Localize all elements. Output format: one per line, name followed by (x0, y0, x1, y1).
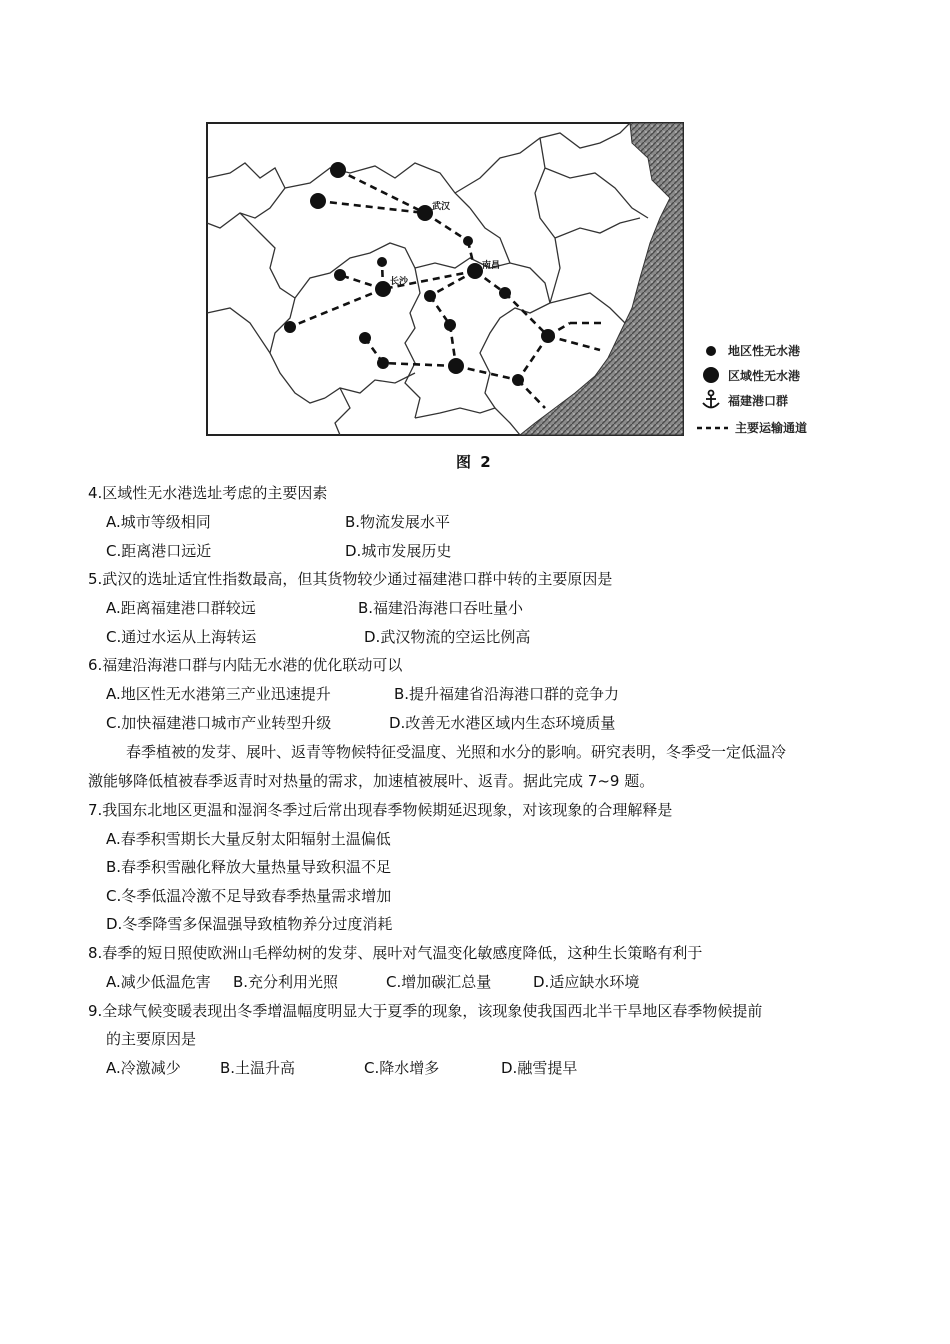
question-4-option-c: C.距离港口远近 (106, 542, 212, 560)
regional-port-dot (310, 193, 326, 209)
question-7-option-d: D.冬季降雪多保温强导致植物养分过度消耗 (106, 915, 393, 933)
question-9-option-c: C.降水增多 (364, 1059, 440, 1077)
local-port-dot (512, 374, 524, 386)
regional-port-dot-wuhan (417, 205, 433, 221)
question-8-option-a: A.减少低温危害 (106, 973, 211, 991)
question-6-option-b: B.提升福建省沿海港口群的竞争力 (394, 685, 620, 703)
question-8-option-c: C.增加碳汇总量 (386, 973, 492, 991)
local-port-dot (499, 287, 511, 299)
question-6-option-d: D.改善无水港区域内生态环境质量 (389, 714, 616, 732)
city-label-nanchang: 南昌 (482, 261, 501, 271)
legend-anchor-icon (703, 391, 719, 408)
legend-small-dot-icon (706, 346, 716, 356)
passage-line-2: 激能够降低植被春季返青时对热量的需求，加速植被展叶、返青。据此完成 7~9 题。 (88, 772, 655, 790)
city-label-changsha: 长沙 (390, 277, 409, 287)
local-port-dot (463, 236, 473, 246)
question-6-stem: 6.福建沿海港口群与内陆无水港的优化联动可以 (88, 656, 403, 674)
regional-port-dot (448, 358, 464, 374)
local-port-dot (377, 257, 387, 267)
city-label-wuhan: 武汉 (432, 202, 451, 212)
question-7-option-c: C.冬季低温冷激不足导致春季热量需求增加 (106, 887, 392, 905)
legend-label-transport-corridor: 主要运输通道 (735, 421, 808, 435)
question-5-option-b: B.福建沿海港口吞吐量小 (358, 599, 524, 617)
question-5-option-c: C.通过水运从上海转运 (106, 628, 257, 646)
local-port-dot (359, 332, 371, 344)
question-7-option-b: B.春季积雪融化释放大量热量导致积温不足 (106, 858, 392, 876)
question-4-option-b: B.物流发展水平 (345, 513, 451, 531)
transport-map-figure (200, 118, 850, 440)
legend-label-local-port: 地区性无水港 (728, 344, 801, 358)
question-8-option-d: D.适应缺水环境 (533, 973, 640, 991)
regional-port-dot-changsha (375, 281, 391, 297)
question-4-option-d: D.城市发展历史 (345, 542, 452, 560)
question-6-option-a: A.地区性无水港第三产业迅速提升 (106, 685, 331, 703)
question-5-option-d: D.武汉物流的空运比例高 (364, 628, 531, 646)
question-4-option-a: A.城市等级相同 (106, 513, 211, 531)
question-4-stem: 4.区域性无水港选址考虑的主要因素 (88, 484, 328, 502)
question-5-option-a: A.距离福建港口群较远 (106, 599, 256, 617)
local-port-dot (444, 319, 456, 331)
legend-label-fujian-ports: 福建港口群 (728, 394, 789, 408)
question-9-option-a: A.冷激减少 (106, 1059, 181, 1077)
question-9-stem-line-1: 9.全球气候变暖表现出冬季增温幅度明显大于夏季的现象，该现象使我国西北半干旱地区春季物候提前 (88, 1002, 763, 1020)
legend-symbols (697, 346, 728, 428)
regional-port-dot-nanchang (467, 263, 483, 279)
question-5-stem: 5.武汉的选址适宜性指数最高，但其货物较少通过福建港口群中转的主要原因是 (88, 570, 613, 588)
local-port-dot (334, 269, 346, 281)
regional-port-dot (541, 329, 555, 343)
local-port-dot (284, 321, 296, 333)
figure-caption: 图 2 (456, 453, 493, 471)
question-9-option-b: B.土温升高 (220, 1059, 296, 1077)
question-7-option-a: A.春季积雪期长大量反射太阳辐射土温偏低 (106, 830, 391, 848)
question-6-option-c: C.加快福建港口城市产业转型升级 (106, 714, 332, 732)
legend-large-dot-icon (703, 367, 719, 383)
local-port-dot (377, 357, 389, 369)
question-9-stem-line-2: 的主要原因是 (106, 1030, 197, 1048)
question-9-option-d: D.融雪提早 (501, 1059, 578, 1077)
question-8-stem: 8.春季的短日照使欧洲山毛榉幼树的发芽、展叶对气温变化敏感度降低，这种生长策略有利于 (88, 944, 703, 962)
question-7-stem: 7.我国东北地区更温和湿润冬季过后常出现春季物候期延迟现象，对该现象的合理解释是 (88, 801, 673, 819)
regional-port-dot (330, 162, 346, 178)
legend-label-regional-port: 区域性无水港 (728, 369, 801, 383)
question-8-option-b: B.充分利用光照 (233, 973, 339, 991)
passage-line-1: 春季植被的发芽、展叶、返青等物候特征受温度、光照和水分的影响。研究表明，冬季受一定低温冷 (126, 743, 787, 761)
local-port-dot (424, 290, 436, 302)
